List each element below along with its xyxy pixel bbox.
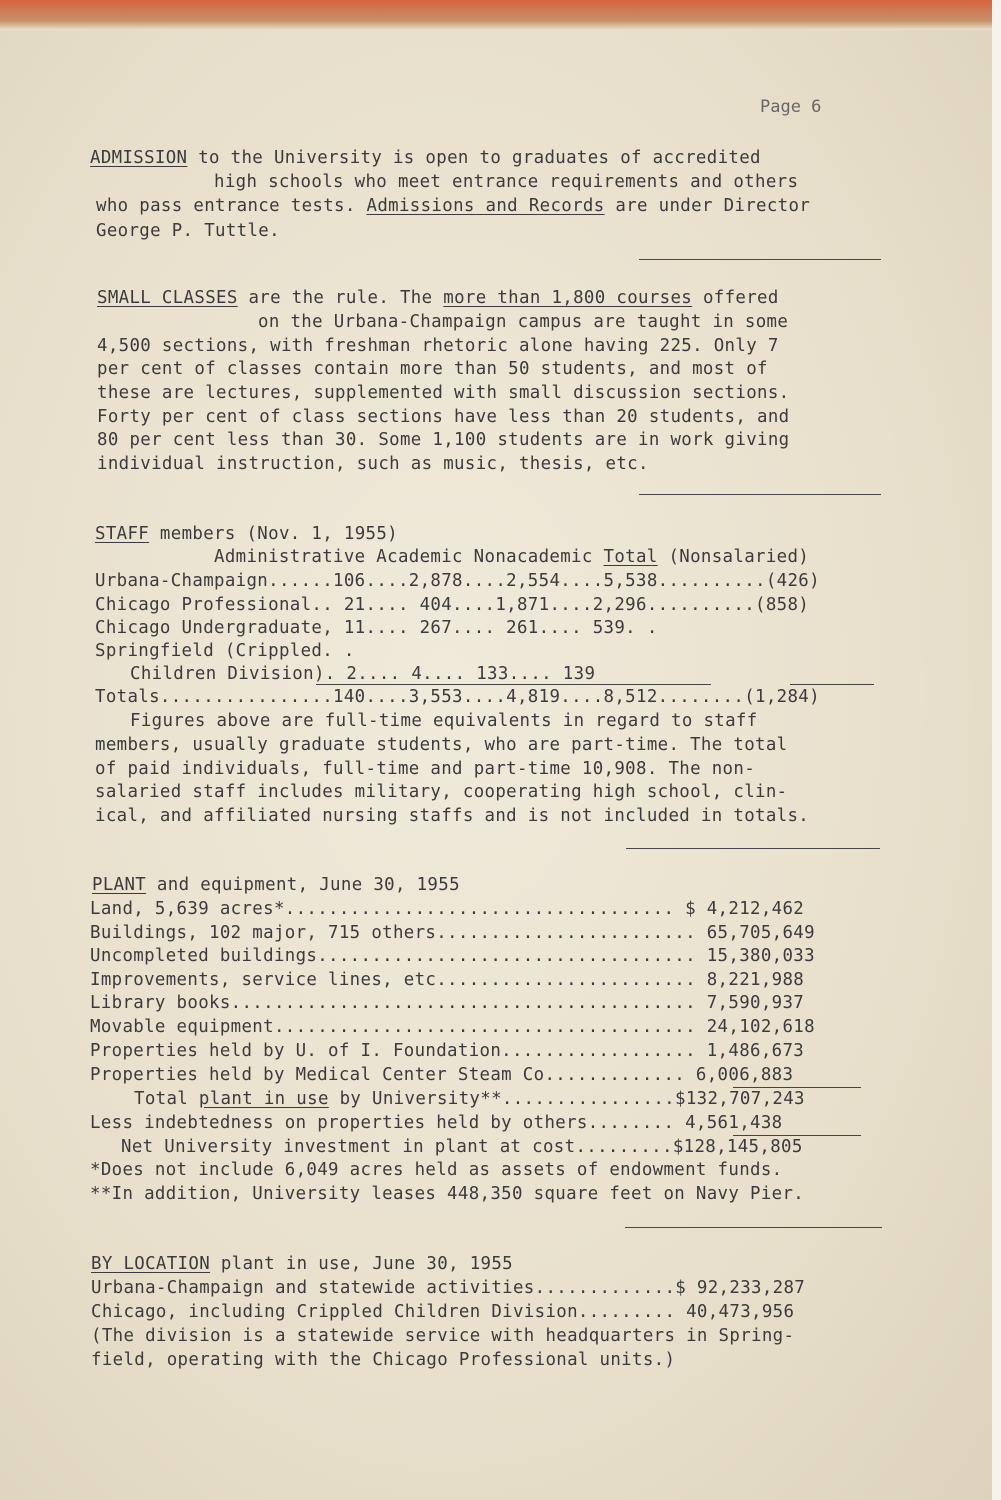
staff-heading: STAFF <box>95 524 150 544</box>
plant-row-net-investment: Net University investment in plant at cost.........$128,145,805 <box>121 1137 803 1157</box>
plant-row-movable: Movable equipment....................................... 24,102,618 <box>90 1017 815 1037</box>
staff-note-line-4: salaried staff includes military, cooperating high school, clin- <box>95 782 788 802</box>
by-location-row-chicago: Chicago, including Crippled Children Division......... 40,473,956 <box>91 1302 795 1322</box>
staff-col-head: (Nonsalaried) <box>657 547 810 567</box>
plant-row-total-in-use <box>134 1088 805 1111</box>
staff-column-headers <box>214 546 809 569</box>
staff-row-springfield: Springfield (Crippled. . <box>95 641 355 661</box>
admission-line-4: George P. Tuttle. <box>96 221 280 241</box>
by-location-note-1: (The division is a statewide service with headquarters in Spring- <box>91 1326 795 1346</box>
plant-heading-text: and equipment, June 30, 1955 <box>146 875 460 895</box>
small-classes-text: are the rule. The <box>237 288 444 308</box>
plant-row-uncompleted: Uncompleted buildings................................... 15,380,033 <box>90 946 815 966</box>
by-location-heading: BY LOCATION <box>91 1254 211 1274</box>
admission-text: who pass entrance tests. <box>96 196 367 216</box>
small-classes-line-1 <box>97 287 779 310</box>
plant-row-indebtedness: Less indebtedness on properties held by others........ 4,561,438 <box>90 1113 783 1133</box>
section-divider <box>625 1227 882 1228</box>
plant-row-land: Land, 5,639 acres*.................................... $ 4,212,462 <box>90 899 805 919</box>
staff-row-chicago-professional: Chicago Professional.. 21.... 404....1,871....2,296..........(858) <box>95 595 810 615</box>
small-classes-line-6: Forty per cent of class sections have less than 20 students, and <box>97 407 790 427</box>
admission-line-2: high schools who meet entrance requirements and others <box>214 172 799 192</box>
staff-subtotal-rule <box>316 684 711 685</box>
by-location-heading-text: plant in use, June 30, 1955 <box>210 1254 513 1274</box>
plant-row-steam-co: Properties held by Medical Center Steam Co............. 6,006,883 <box>90 1065 794 1085</box>
small-classes-line-5: these are lectures, supplemented with small discussion sections. <box>97 383 790 403</box>
plant-row-improvements: Improvements, service lines, etc........................ 8,221,988 <box>90 970 805 990</box>
small-classes-line-7: 80 per cent less than 30. Some 1,100 students are in work giving <box>97 430 790 450</box>
admission-line-3 <box>96 195 810 218</box>
section-divider <box>639 259 881 260</box>
small-classes-line-8: individual instruction, such as music, thesis, etc. <box>97 454 649 474</box>
staff-note-line-5: ical, and affiliated nursing staffs and is not included in totals. <box>95 806 810 826</box>
staff-col-head-total: Total <box>603 547 658 567</box>
scan-right-edge <box>992 0 1001 1500</box>
plant-row-library: Library books........................................... 7,590,937 <box>90 993 805 1013</box>
by-location-note-2: field, operating with the Chicago Professional units.) <box>91 1350 676 1370</box>
staff-heading-text: members (Nov. 1, 1955) <box>149 524 398 544</box>
plant-heading: PLANT <box>92 875 147 895</box>
admissions-records-link: Admissions and Records <box>366 196 605 216</box>
plant-row-buildings: Buildings, 102 major, 715 others........................ 65,705,649 <box>90 923 815 943</box>
plant-total-text: by University**................$132,707,243 <box>328 1089 805 1109</box>
plant-footnote-1: *Does not include 6,049 acres held as assets of endowment funds. <box>90 1160 783 1180</box>
small-classes-text: offered <box>692 288 779 308</box>
staff-note-line-3: of paid individuals, full-time and part-time 10,908. The non- <box>95 759 756 779</box>
admission-heading: ADMISSION <box>90 148 188 168</box>
admission-line-1 <box>90 147 761 170</box>
staff-heading-line <box>95 523 398 546</box>
plant-in-use-label: plant in use <box>198 1089 329 1109</box>
small-classes-line-2: on the Urbana-Champaign campus are taught in some <box>258 312 789 332</box>
staff-row-chicago-undergraduate: Chicago Undergraduate, 11.... 267.... 261.... 539. . <box>95 618 658 638</box>
small-classes-heading: SMALL CLASSES <box>97 288 238 308</box>
section-divider <box>626 848 880 849</box>
staff-row-urbana: Urbana-Champaign......106....2,878....2,554....5,538..........(426) <box>95 571 820 591</box>
scan-top-edge <box>0 0 1001 30</box>
section-divider <box>639 494 881 495</box>
plant-total-text: Total <box>134 1089 199 1109</box>
staff-note-line-2: members, usually graduate students, who are part-time. The total <box>95 735 788 755</box>
small-classes-line-4: per cent of classes contain more than 50 students, and most of <box>97 359 768 379</box>
admission-text: are under Director <box>604 196 811 216</box>
plant-footnote-2: **In addition, University leases 448,350 square feet on Navy Pier. <box>90 1184 805 1204</box>
small-classes-line-3: 4,500 sections, with freshman rhetoric alone having 225. Only 7 <box>97 336 779 356</box>
staff-row-totals: Totals................140....3,553....4,819....8,512........(1,284) <box>95 687 820 707</box>
staff-note-line-1: Figures above are full-time equivalents in regard to staff <box>130 711 758 731</box>
admission-text: to the University is open to graduates of accredited <box>187 148 761 168</box>
staff-row-children-division: Children Division). 2.... 4.... 133.... 139 <box>130 664 596 684</box>
plant-heading-line <box>92 874 460 897</box>
plant-row-foundation: Properties held by U. of I. Foundation.................. 1,486,673 <box>90 1041 805 1061</box>
by-location-heading-line <box>91 1253 513 1276</box>
page-number: Page 6 <box>760 97 822 117</box>
small-classes-courses: more than 1,800 courses <box>443 288 693 308</box>
by-location-row-urbana: Urbana-Champaign and statewide activities.............$ 92,233,287 <box>91 1278 806 1298</box>
staff-col-head: Administrative Academic Nonacademic <box>214 547 604 567</box>
staff-subtotal-rule <box>790 684 874 685</box>
